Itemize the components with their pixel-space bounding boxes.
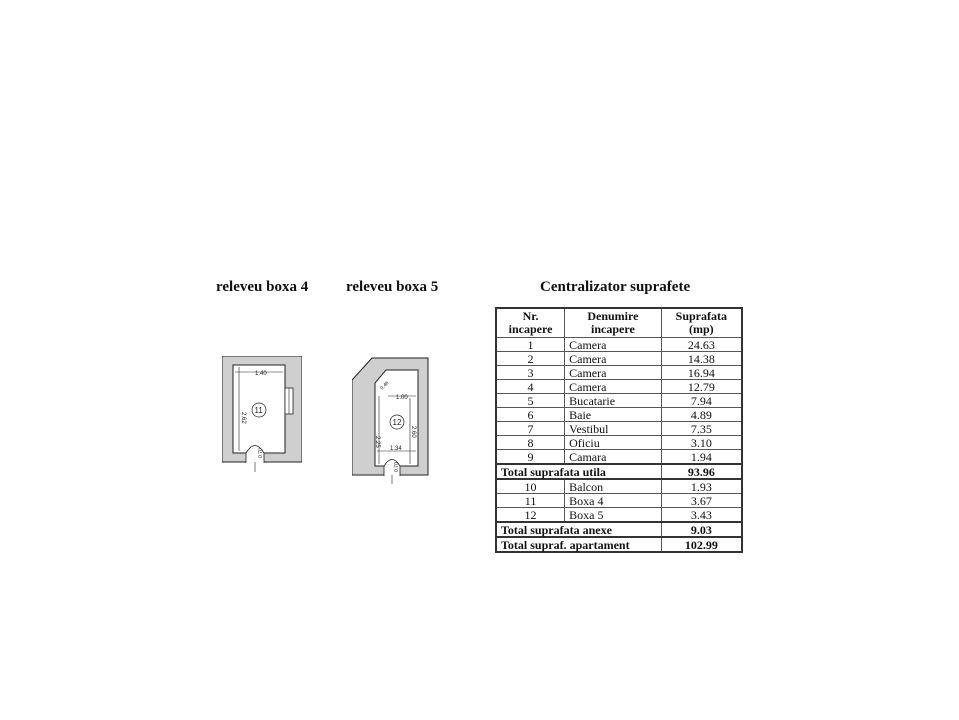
cell-nr: 8 [496, 436, 565, 450]
cell-name: Vestibul [565, 422, 662, 436]
cell-area: 3.10 [661, 436, 742, 450]
total-utila-area: 93.96 [661, 464, 742, 479]
total-anexe-row [496, 522, 742, 537]
header-name: Denumire incapere [565, 308, 662, 338]
total-utila-row [496, 464, 742, 479]
table-row [496, 408, 742, 422]
dim-height: 2.62 [240, 412, 246, 424]
total-anexe-area: 9.03 [661, 522, 742, 537]
cell-area: 24.63 [661, 338, 742, 352]
table-row [496, 479, 742, 494]
cell-area: 14.38 [661, 352, 742, 366]
cell-area: 1.93 [661, 479, 742, 494]
floor-plan-boxa5 [352, 356, 432, 486]
cell-area: 1.94 [661, 450, 742, 465]
table-row [496, 436, 742, 450]
cell-name: Camera [565, 338, 662, 352]
table-row [496, 338, 742, 352]
cell-name: Camara [565, 450, 662, 465]
plan-title-boxa5: releveu boxa 5 [346, 279, 439, 295]
table-row [496, 394, 742, 408]
table-row [496, 450, 742, 465]
dim-bottom: 1.34 [390, 446, 402, 452]
table-row [496, 422, 742, 436]
cell-name: Balcon [565, 479, 662, 494]
room-number: 11 [254, 406, 263, 415]
dim-door: 0.70 [394, 462, 400, 472]
cell-nr: 6 [496, 408, 565, 422]
total-apartament-label: Total supraf. apartament [496, 537, 661, 552]
cell-area: 3.67 [661, 494, 742, 508]
dim-width: 1.00 [396, 395, 408, 401]
cell-name: Camera [565, 352, 662, 366]
dim-diag: 0.46 [379, 380, 391, 392]
total-apartament-row [496, 537, 742, 552]
cell-name: Baie [565, 408, 662, 422]
cell-nr: 2 [496, 352, 565, 366]
total-apartament-area: 102.99 [661, 537, 742, 552]
cell-nr: 9 [496, 450, 565, 465]
cell-area: 12.79 [661, 380, 742, 394]
cell-nr: 10 [496, 479, 565, 494]
cell-name: Boxa 4 [565, 494, 662, 508]
cell-nr: 4 [496, 380, 565, 394]
table-row [496, 366, 742, 380]
dim-door: 0.70 [258, 448, 264, 458]
cell-nr: 1 [496, 338, 565, 352]
header-nr: Nr. incapere [496, 308, 565, 338]
table-row [496, 380, 742, 394]
dim-left: 2.25 [374, 436, 380, 448]
room-number: 12 [392, 418, 402, 427]
table-row [496, 352, 742, 366]
cell-name: Oficiu [565, 436, 662, 450]
table-row [496, 494, 742, 508]
summary-title: Centralizator suprafete [540, 279, 691, 295]
plan-title-boxa4: releveu boxa 4 [216, 279, 309, 295]
cell-name: Camera [565, 380, 662, 394]
cell-name: Bucatarie [565, 394, 662, 408]
cell-area: 7.94 [661, 394, 742, 408]
cell-name: Camera [565, 366, 662, 380]
cell-nr: 12 [496, 508, 565, 523]
area-summary-table [495, 307, 743, 553]
cell-name: Boxa 5 [565, 508, 662, 523]
header-area: Suprafata (mp) [661, 308, 742, 338]
floor-plan-boxa4 [222, 356, 302, 476]
dim-width: 1.40 [255, 371, 267, 377]
cell-nr: 11 [496, 494, 565, 508]
cell-area: 3.43 [661, 508, 742, 523]
cell-area: 7.35 [661, 422, 742, 436]
cell-nr: 7 [496, 422, 565, 436]
cell-nr: 3 [496, 366, 565, 380]
total-utila-label: Total suprafata utila [496, 464, 661, 479]
table-header-row [496, 308, 742, 338]
total-anexe-label: Total suprafata anexe [496, 522, 661, 537]
table-row [496, 508, 742, 523]
cell-area: 16.94 [661, 366, 742, 380]
dim-height: 2.60 [410, 426, 416, 438]
cell-area: 4.89 [661, 408, 742, 422]
cell-nr: 5 [496, 394, 565, 408]
